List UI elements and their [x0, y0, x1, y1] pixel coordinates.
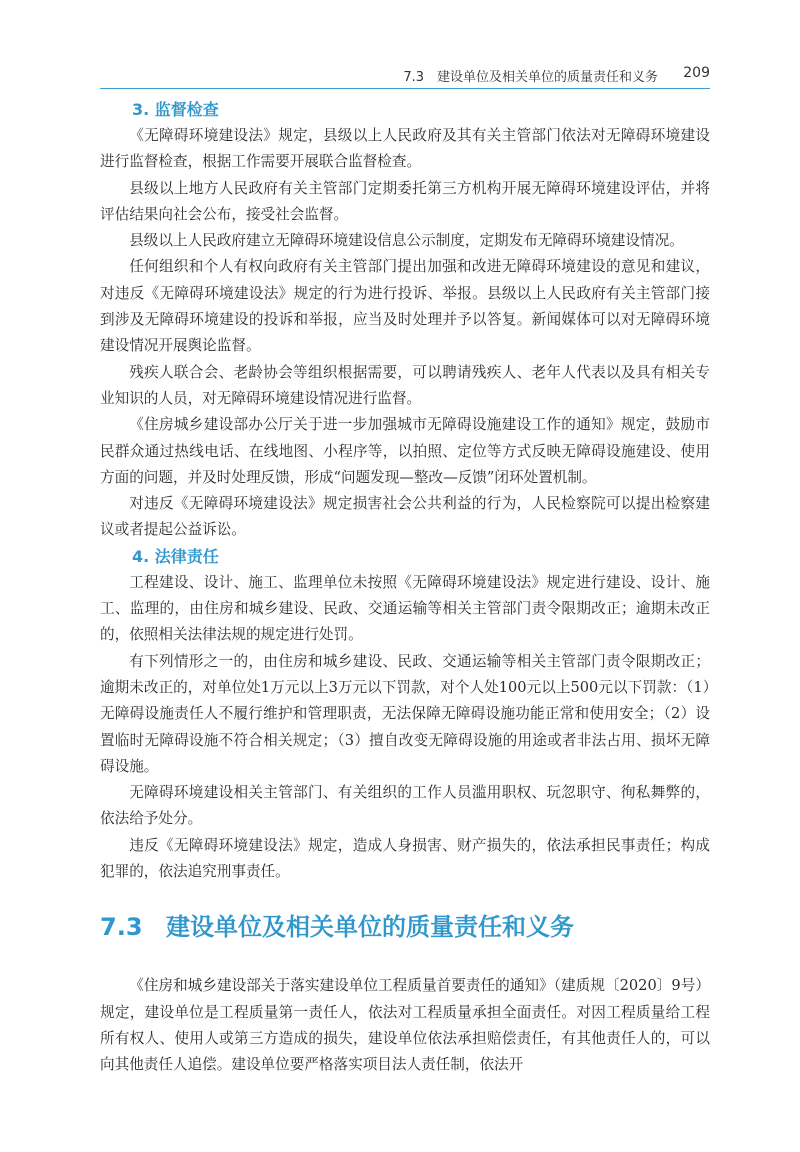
paragraph: 工程建设、设计、施工、监理单位未按照《无障碍环境建设法》规定进行建设、设计、施工、监理的，由住房和城乡建设、民政、交通运输等相关主管部门责令限期改正；逾期未改正的，依照相关法律法规的规定进行处罚。 — [100, 573, 710, 644]
page-body — [100, 97, 710, 1079]
paragraph: 《住房和城乡建设部关于落实建设单位工程质量首要责任的通知》（建质规〔2020〕9号）规定，建设单位是工程质量第一责任人，依法对工程质量承担全面责任。对因工程质量给工程所有权人、使用人或第三方造成的损失，建设单位依法承担赔偿责任，有其他责任人的，可以向其他责任人追偿。建设单位要严格落实项目法人责任制，依法开 — [100, 977, 710, 1074]
paragraph: 县级以上地方人民政府有关主管部门定期委托第三方机构开展无障碍环境建设评估，并将评估结果向社会公布，接受社会监督。 — [100, 179, 710, 223]
page-number: 209 — [683, 65, 710, 81]
section-title: 建设单位及相关单位的质量责任和义务 — [166, 913, 574, 942]
subsection-heading-legal-liability: 4. 法律责任 — [132, 546, 219, 566]
section-number: 7.3 — [100, 913, 143, 942]
paragraph: 任何组织和个人有权向政府有关主管部门提出加强和改进无障碍环境建设的意见和建议，对违反《无障碍环境建设法》规定的行为进行投诉、举报。县级以上人民政府有关主管部门接到涉及无障碍环境建设的投诉和举报，应当及时处理并予以答复。新闻媒体可以对无障碍环境建设情况开展舆论监督。 — [100, 258, 710, 355]
paragraph: 《住房城乡建设部办公厅关于进一步加强城市无障碍设施建设工作的通知》规定，鼓励市民群众通过热线电话、在线地图、小程序等，以拍照、定位等方式反映无障碍设施建设、使用方面的问题，并及时处理反馈，形成“问题发现—整改—反馈”闭环处置机制。 — [100, 416, 710, 486]
paragraph: 县级以上人民政府建立无障碍环境建设信息公示制度，定期发布无障碍环境建设情况。 — [129, 232, 684, 250]
paragraph: 有下列情形之一的，由住房和城乡建设、民政、交通运输等相关主管部门责令限期改正；逾期未改正的，对单位处1万元以上3万元以下罚款，对个人处100元以上500元以下罚款：（1）无障碍设施责任人不履行维护和管理职责，无法保障无障碍设施功能正常和使用安全；（2）设置临时无障碍设施不符合相关规定；（3）擅自改变无障碍设施的用途或者非法占用、损坏无障碍设施。 — [100, 652, 710, 775]
paragraph: 违反《无障碍环境建设法》规定，造成人身损害、财产损失的，依法承担民事责任；构成犯罪的，依法追究刑事责任。 — [100, 836, 710, 881]
paragraph: 残疾人联合会、老龄协会等组织根据需要，可以聘请残疾人、老年人代表以及具有相关专业知识的人员，对无障碍环境建设情况进行监督。 — [100, 363, 710, 407]
paragraph: 无障碍环境建设相关主管部门、有关组织的工作人员滥用职权、玩忽职守、徇私舞弊的，依法给予处分。 — [100, 784, 710, 828]
subsection-heading-supervision: 3. 监督检查 — [132, 100, 219, 119]
paragraph: 《无障碍环境建设法》规定，县级以上人民政府及其有关主管部门依法对无障碍环境建设进行监督检查，根据工作需要开展联合监督检查。 — [100, 127, 710, 171]
header-chapter-title: 7.3 建设单位及相关单位的质量责任和义务 — [403, 70, 658, 85]
paragraph: 对违反《无障碍环境建设法》规定损害社会公共利益的行为，人民检察院可以提出检察建议或者提起公益诉讼。 — [100, 495, 710, 539]
running-header — [100, 62, 710, 89]
section-heading — [100, 911, 710, 943]
